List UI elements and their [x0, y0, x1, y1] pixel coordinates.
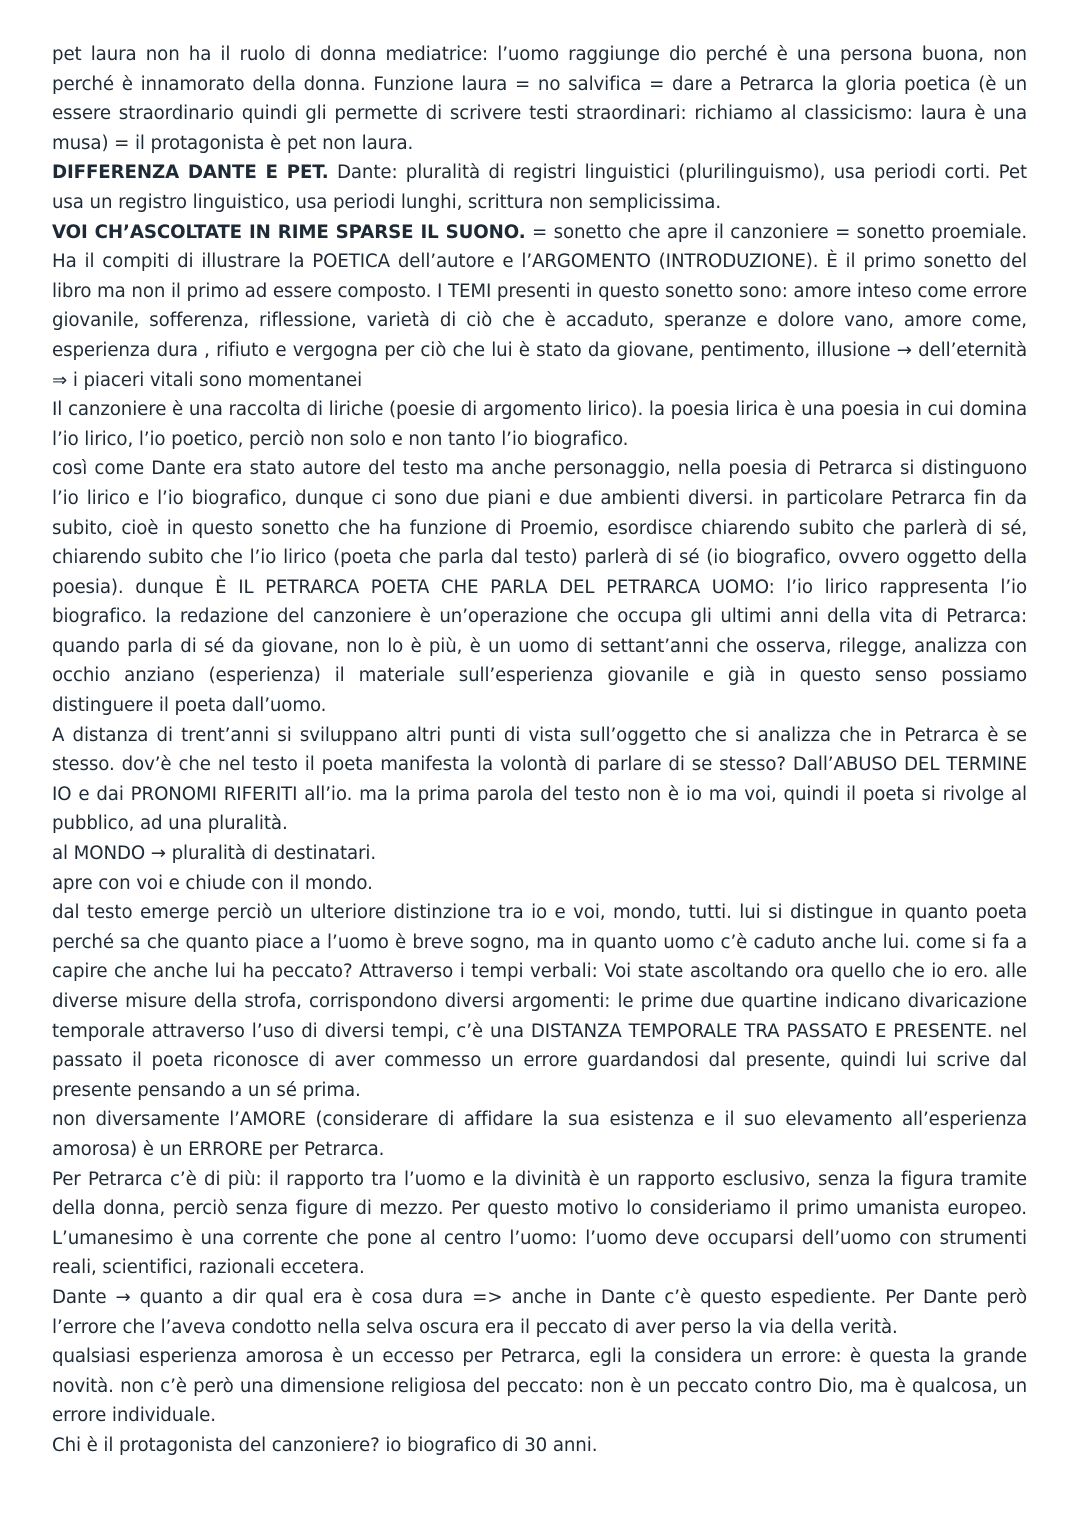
- paragraph-text: A distanza di trent’anni si sviluppano altri punti di vista sull’oggetto che si analizza che in Petrarca è se stesso. dov’è che nel testo il poeta manifesta la volontà di parlare di se stesso? Dall’ABUSO DEL TERMINE IO e dai PRONOMI RIFERITI all’io. ma la prima parola del testo non è io ma voi, quindi il poeta si rivolge al pubblico, ad una pluralità.: [52, 724, 1027, 835]
- paragraph-apre-chiude: [52, 869, 1027, 899]
- paragraph-amore-errore: [52, 1105, 1027, 1164]
- paragraph-text: Dante: pluralità di registri linguistici (plurilinguismo), usa periodi corti. Pet usa un registro linguistico, usa periodi lunghi, scrittura non semplicissima.: [52, 162, 1028, 213]
- paragraph-text: non diversamente l’AMORE (considerare di affidare la sua esistenza e il suo elevamento all’esperienza amorosa) è un ERRORE per Petrarca.: [52, 1109, 1027, 1160]
- paragraph-canzoniere-lirica: [52, 395, 1027, 454]
- paragraph-distanza-trentanni: [52, 721, 1027, 839]
- document-page: [52, 40, 1027, 1461]
- paragraph-text: Per Petrarca c’è di più: il rapporto tra l’uomo e la divinità è un rapporto esclusivo, senza la figura tramite della donna, perciò senza figure di mezzo. Per questo motivo lo consideriamo il primo umanista europeo. L’umanesimo è una corrente che pone al centro l’uomo: l’uomo deve occuparsi dell’uomo con strumenti reali, scientifici, razionali eccetera.: [52, 1168, 1027, 1279]
- paragraph-text: dal testo emerge perciò un ulteriore distinzione tra io e voi, mondo, tutti. lui si distingue in quanto poeta perché sa che quanto piace a l’uomo è breve sogno, ma in quanto uomo c’è caduto anche lui. come si fa a capire che anche lui ha peccato? Attraverso i tempi verbali: Voi state ascoltando ora quello che io ero. alle diverse misure della strofa, corrispondono diversi argomenti: le prime due quartine indicano divaricazione temporale attraverso l’uso di diversi tempi, c’è una DISTANZA TEMPORALE TRA PASSATO E PRESENTE. nel passato il poeta riconosce di aver commesso un errore guardandosi dal presente, quindi lui scrive dal presente pensando a un sé prima.: [52, 902, 1027, 1101]
- paragraph-text: al MONDO → pluralità di destinatari.: [52, 843, 377, 865]
- paragraph-mondo: [52, 839, 1027, 869]
- paragraph-text: qualsiasi esperienza amorosa è un eccesso per Petrarca, egli la considera un errore: è questa la grande novità. non c’è però una dimensione religiosa del peccato: non è un peccato contro Dio, ma è qualcosa, un errore individuale.: [52, 1346, 1027, 1427]
- paragraph-text: pet laura non ha il ruolo di donna mediatrice: l’uomo raggiunge dio perché è una persona buona, non perché è innamorato della donna. Funzione laura = no salvifica = dare a Petrarca la gloria poetica (è un essere straordinario quindi gli permette di scrivere testi straordinari: richiamo al classicismo: laura è una musa) = il protagonista è pet non laura.: [52, 44, 1027, 154]
- paragraph-text: così come Dante era stato autore del testo ma anche personaggio, nella poesia di Petrarca si distinguono l’io lirico e l’io biografico, dunque ci sono due piani e due ambienti diversi. in particolare Petrarca fin da subito, cioè in questo sonetto che ha funzione di Proemio, esordisce chiarendo subito che parlerà di sé, chiarendo subito che l’io lirico (poeta che parla dal testo) parlerà di sé (io biografico, ovvero oggetto della poesia). dunque È IL PETRARCA POETA CHE PARLA DEL PETRARCA UOMO: l’io lirico rappresenta l’io biografico. la redazione del canzoniere è un’operazione che occupa gli ultimi anni della vita di Petrarca: quando parla di sé da giovane, non lo è più, è un uomo di settant’anni che osserva, rilegge, analizza con occhio anziano (esperienza) il materiale sull’esperienza giovanile e già in questo senso possiamo distinguere il poeta dall’uomo.: [52, 458, 1027, 717]
- paragraph-text: Chi è il protagonista del canzoniere? io biografico di 30 anni.: [52, 1434, 598, 1456]
- paragraph-io-lirico-biografico: [52, 454, 1027, 720]
- paragraph-protagonista: [52, 1431, 1027, 1461]
- paragraph-text: Dante → quanto a dir qual era è cosa dura => anche in Dante c’è questo espediente. Per Dante però l’errore che l’aveva condotto nella selva oscura era il peccato di aver perso la via della verità.: [52, 1286, 1027, 1338]
- paragraph-primo-umanista: [52, 1165, 1027, 1283]
- paragraph-esperienza-amorosa: [52, 1342, 1027, 1431]
- paragraph-io-voi-distinzione: [52, 898, 1027, 1105]
- paragraph-dante-petrarca-difference: [52, 158, 1027, 217]
- paragraph-dante-espediente: [52, 1283, 1027, 1342]
- paragraph-text: Il canzoniere è una raccolta di liriche (poesie di argomento lirico). la poesia lirica è una poesia in cui domina l’io lirico, l’io poetico, perciò non solo e non tanto l’io biografico.: [52, 399, 1027, 450]
- section-heading: DIFFERENZA DANTE E PET.: [52, 162, 329, 184]
- paragraph-text: = sonetto che apre il canzoniere = sonetto proemiale. Ha il compiti di illustrare la POETICA dell’autore e l’ARGOMENTO (INTRODUZIONE). È il primo sonetto del libro ma non il primo ad essere composto. I TEMI presenti in questo sonetto sono: amore inteso come errore giovanile, sofferenza, riflessione, varietà di ciò che è accaduto, speranze e dolore vano, amore come, esperienza dura , rifiuto e vergogna per ciò che lui è stato da giovane, pentimento, illusione → dell’eternità ⇒ i piaceri vitali sono momentanei: [52, 221, 1028, 391]
- paragraph-text: apre con voi e chiude con il mondo.: [52, 872, 373, 894]
- paragraph-voi-chascoltate: [52, 218, 1027, 396]
- paragraph-laura-role: [52, 40, 1027, 158]
- section-heading: VOI CH’ASCOLTATE IN RIME SPARSE IL SUONO.: [52, 221, 526, 243]
